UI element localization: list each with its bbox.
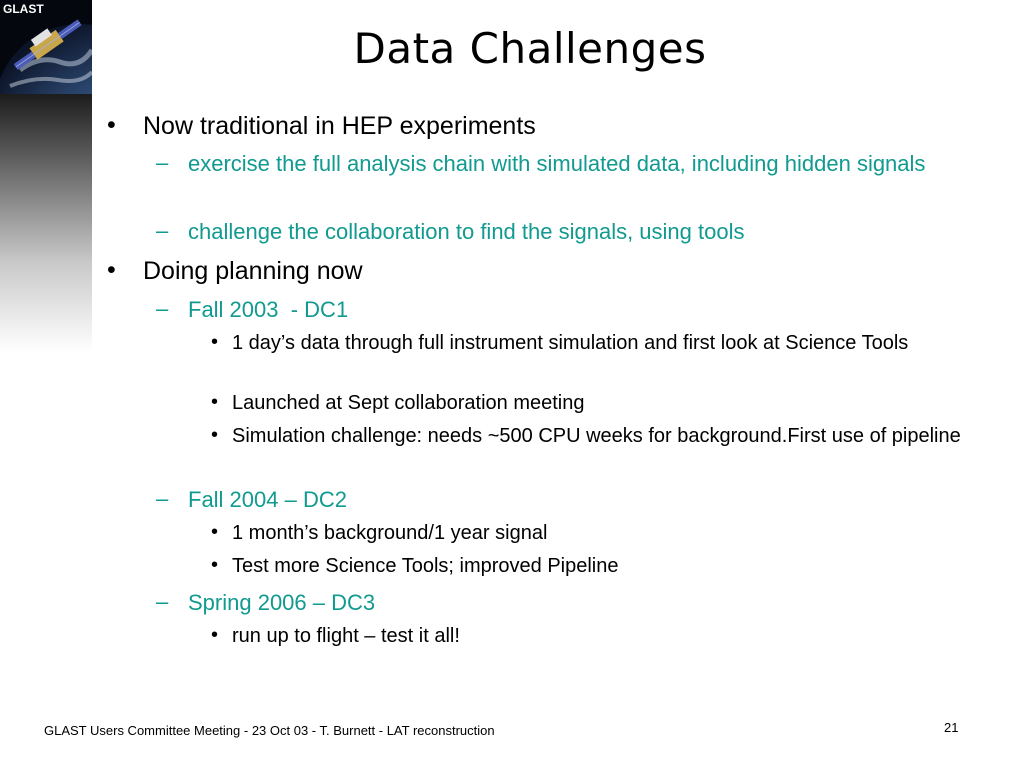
bullet-text: Test more Science Tools; improved Pipeline bbox=[232, 555, 619, 577]
bullet-text: challenge the collaboration to find the signals, using tools bbox=[188, 219, 745, 244]
dash-marker: – bbox=[156, 150, 169, 175]
bullet-text: 1 month’s background/1 year signal bbox=[232, 522, 548, 544]
sidebar-gradient bbox=[0, 92, 92, 352]
bullet-text: Now traditional in HEP experiments bbox=[143, 112, 536, 140]
bullet-text: 1 day’s data through full instrument simulation and first look at Science Tools bbox=[232, 332, 909, 354]
slide-title: Data Challenges bbox=[353, 24, 707, 73]
bullet-text: Launched at Sept collaboration meeting bbox=[232, 392, 585, 414]
dash-marker: – bbox=[156, 218, 169, 243]
bullet-marker: • bbox=[211, 331, 219, 353]
bullet-text: Fall 2004 – DC2 bbox=[188, 487, 347, 512]
bullet-text: Doing planning now bbox=[143, 257, 363, 285]
dash-marker: – bbox=[156, 589, 169, 614]
bullet-marker: • bbox=[211, 554, 219, 576]
bullet-text: Spring 2006 – DC3 bbox=[188, 590, 376, 615]
bullet-marker: • bbox=[211, 391, 219, 413]
bullet-text: Simulation challenge: needs ~500 CPU weeks for background.First use of pipeline bbox=[232, 425, 961, 447]
svg-text:GLAST: GLAST bbox=[3, 2, 44, 16]
bullet-marker: • bbox=[211, 521, 219, 543]
bullet-text: exercise the full analysis chain with simulated data, including hidden signals bbox=[188, 151, 926, 176]
footer-text: GLAST Users Committee Meeting - 23 Oct 03 - T. Burnett - LAT reconstruction bbox=[44, 723, 495, 738]
bullet-marker: • bbox=[107, 111, 116, 139]
dash-marker: – bbox=[156, 486, 169, 511]
dash-marker: – bbox=[156, 296, 169, 321]
bullet-text: run up to flight – test it all! bbox=[232, 625, 460, 647]
bullet-marker: • bbox=[107, 256, 116, 284]
page-number: 21 bbox=[944, 720, 959, 735]
bullet-marker: • bbox=[211, 624, 219, 646]
bullet-marker: • bbox=[211, 424, 219, 446]
bullet-text: Fall 2003 - DC1 bbox=[188, 297, 349, 322]
